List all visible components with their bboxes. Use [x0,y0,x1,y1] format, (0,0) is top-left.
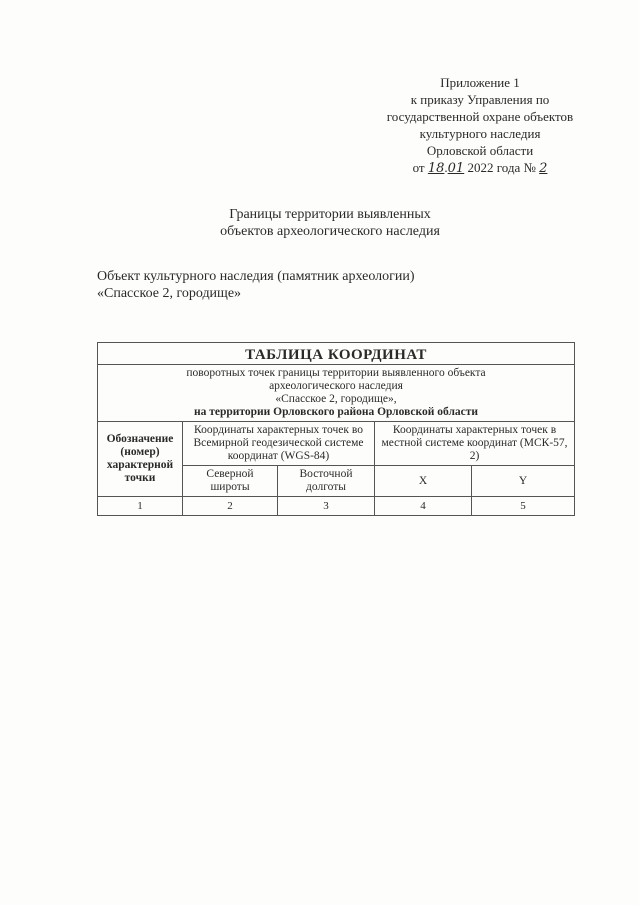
document-title [160,206,500,240]
appendix-line: к приказу Управления по [410,92,550,107]
header-x: X [375,466,472,497]
title-line: объектов археологического наследия [220,224,440,239]
appendix-line: культурного наследия [419,126,541,141]
handwritten-order-number: 2 [539,161,548,176]
table-heading: ТАБЛИЦА КООРДИНАТ [98,343,575,365]
appendix-line: Орловской области [426,143,534,158]
header-local: Координаты характерных точек в местной системе координат (МСК-57, 2) [375,422,575,466]
table-subtitle [98,365,575,422]
column-number: 2 [183,497,278,516]
subtitle-line: археологического наследия [269,380,403,392]
appendix-block [370,74,590,177]
date-prefix: от [412,160,425,175]
object-line: «Спасское 2, городище» [97,286,242,301]
subtitle-line: «Спасское 2, городище», [275,393,397,405]
header-designation: Обозначение (номер) характерной точки [98,422,183,497]
appendix-line: государственной охране объектов [386,109,574,124]
appendix-line: Приложение 1 [440,75,520,90]
column-number: 1 [98,497,183,516]
order-date-line: от 18.01 2022 года № 2 [412,160,548,176]
subtitle-line: поворотных точек границы территории выявленного объекта [186,367,486,379]
handwritten-month: 01 [447,161,465,176]
object-line: Объект культурного наследия (памятник археологии) [97,269,415,284]
column-number: 5 [472,497,575,516]
subtitle-line: на территории Орловского района Орловской области [193,406,479,418]
column-number: 4 [375,497,472,516]
title-line: Границы территории выявленных [229,207,431,222]
column-number: 3 [278,497,375,516]
handwritten-day: 18 [427,161,445,176]
header-north: Северной широты [183,466,278,497]
header-y: Y [472,466,575,497]
coordinates-table [97,342,575,516]
header-east: Восточной долготы [278,466,375,497]
object-description [97,268,517,302]
header-wgs: Координаты характерных точек во Всемирной геодезической системе координат (WGS-84) [183,422,375,466]
date-year: 2022 года № [467,160,536,175]
